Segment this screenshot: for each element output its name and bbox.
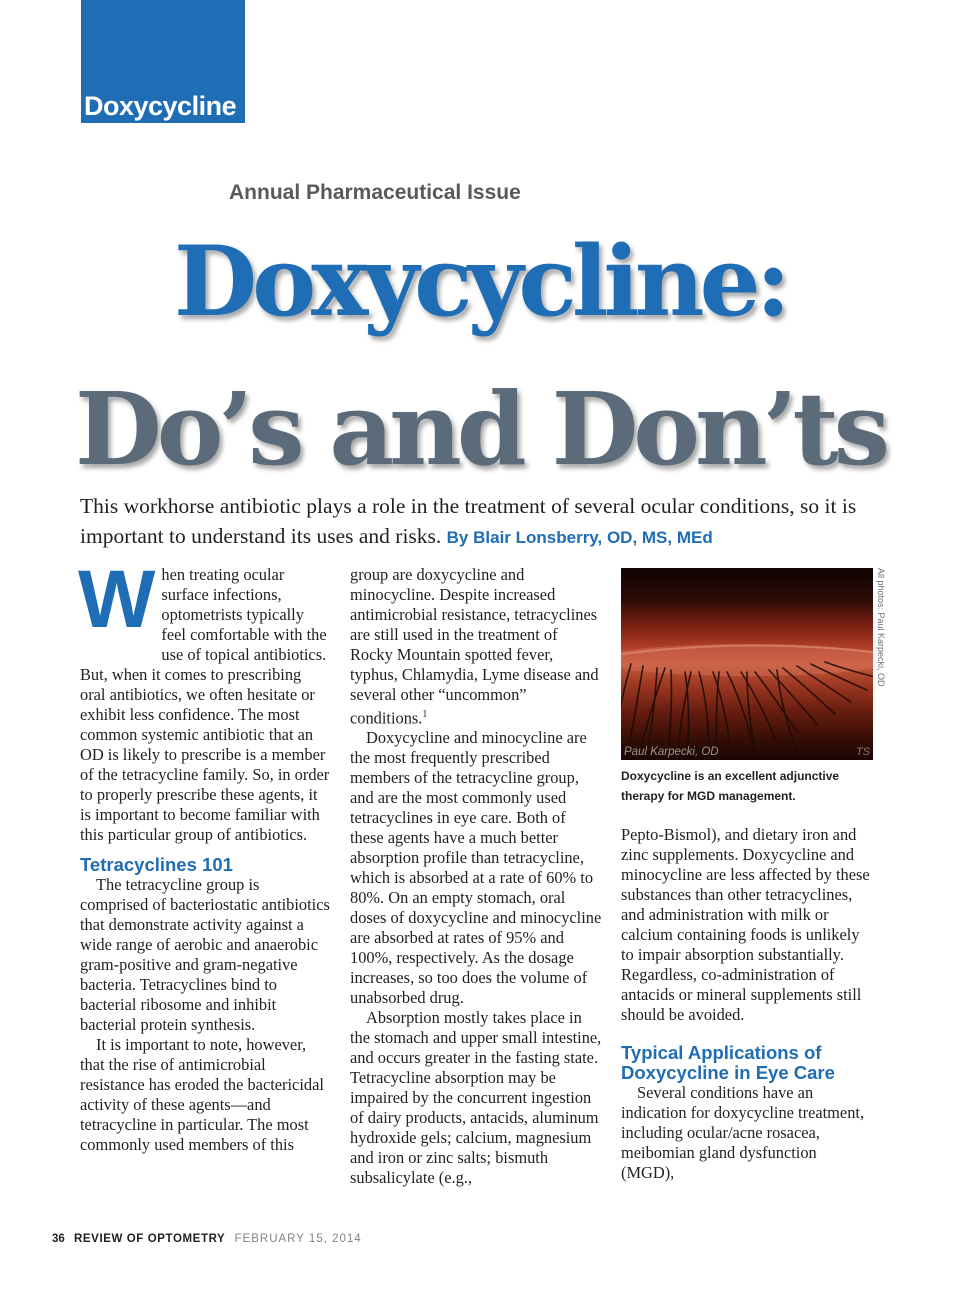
column-3	[621, 825, 873, 1183]
column-1	[78, 554, 330, 1155]
subhead-typical-applications: Typical Applications of Doxycycline in Eye Care	[621, 1042, 835, 1083]
body-paragraph: Pepto-Bismol), and dietary iron and zinc supplements. Doxycycline and minocycline are less affected by these substances than other tetracyclines, and administration with milk or calcium containing foods is unlikely to impair absorption substantially. Regardless, co-administration of antacids or mineral supplements still should be avoided.	[621, 825, 870, 1024]
photo-caption: Doxycycline is an excellent adjunctive therapy for MGD management.	[621, 769, 840, 803]
kicker: Annual Pharmaceutical Issue	[229, 181, 521, 204]
body-paragraph: It is important to note, however, that the rise of antimicrobial resistance has eroded the bactericidal activity of these agents—and tetracycline in particular. The most commonly used members of this	[80, 1035, 324, 1154]
intro-paragraph	[78, 554, 330, 845]
photo-mark: TS	[855, 746, 870, 758]
section-tab	[81, 0, 245, 123]
page-number: 36	[52, 1233, 65, 1245]
drop-cap: W	[78, 554, 156, 645]
publication-name: REVIEW OF OPTOMETRY	[74, 1233, 226, 1245]
photo-credit: Paul Karpecki, OD	[624, 746, 719, 758]
byline: By Blair Lonsberry, OD, MS, MEd	[446, 528, 713, 547]
body-paragraph	[350, 565, 602, 728]
eyelid-photo	[621, 568, 873, 760]
section-tab-label: Doxycycline	[84, 91, 237, 121]
body-paragraph: Several conditions have an indication for doxycycline treatment, including ocular/acne rosacea, meibomian gland dysfunction (MGD),	[621, 1083, 865, 1182]
photo-side-credit	[874, 568, 886, 687]
intro-text: hen treating ocular surface infections, optometrists typically feel comfortable with the use of topical antibiotics. But, when it comes to prescribing oral antibiotics, we often hesitate or exhibit less confidence. The most common systemic antibiotic that an OD is likely to prescribe is a member of the tetracycline family. So, in order to properly prescribe these agents, it is important to become familiar with this particular group of antibiotics.	[80, 565, 330, 844]
photo-side-credit-text: All photos: Paul Karpecki, OD	[876, 568, 886, 687]
footnote-ref: 1	[422, 709, 428, 720]
body-text: group are doxycycline and minocycline. Despite increased antimicrobial resistance, tetracyclines are still used in the treatment of Rocky Mountain spotted fever, typhus, Chlamydia, Lyme disease and several other “uncommon” conditions.	[350, 565, 599, 728]
subhead-tetracyclines-101: Tetracyclines 101	[80, 854, 233, 875]
column-2	[350, 565, 602, 1188]
deck-text: This workhorse antibiotic plays a role in the treatment of several ocular conditions, so it is important to understand its uses and risks.	[80, 494, 857, 548]
body-paragraph: The tetracycline group is comprised of bacteriostatic antibiotics that demonstrate activity against a wide range of aerobic and anaerobic gram-positive and gram-negative bacteria. Tetracyclines bind to bacterial ribosome and inhibit bacterial protein synthesis.	[80, 875, 330, 1034]
body-paragraph: Doxycycline and minocycline are the most frequently prescribed members of the tetracycline group, and are the most commonly used tetracyclines in eye care. Both of these agents have a much better absorption profile than tetracycline, which is absorbed at a rate of 60% to 80%. On an empty stomach, oral doses of doxycycline and minocycline are absorbed at rates of 95% and 100%, respectively. As the dosage increases, so too does the volume of unabsorbed drug.	[350, 728, 602, 1008]
headline-line-1: Doxycycline:	[173, 225, 787, 338]
deck	[80, 491, 890, 553]
headline-line-2: Do’s and Don’ts	[74, 370, 885, 488]
body-paragraph: Absorption mostly takes place in the stomach and upper small intestine, and occurs greater in the fasting state. Tetracycline absorption may be impaired by the concurrent ingestion of dairy products, antacids, aluminum hydroxide gels; calcium, magnesium and iron or zinc salts; bismuth subsalicylate (e.g.,	[350, 1008, 602, 1188]
issue-date: FEBRUARY 15, 2014	[234, 1233, 362, 1245]
page-footer	[52, 1233, 362, 1245]
eyelash-illustration	[621, 568, 873, 760]
